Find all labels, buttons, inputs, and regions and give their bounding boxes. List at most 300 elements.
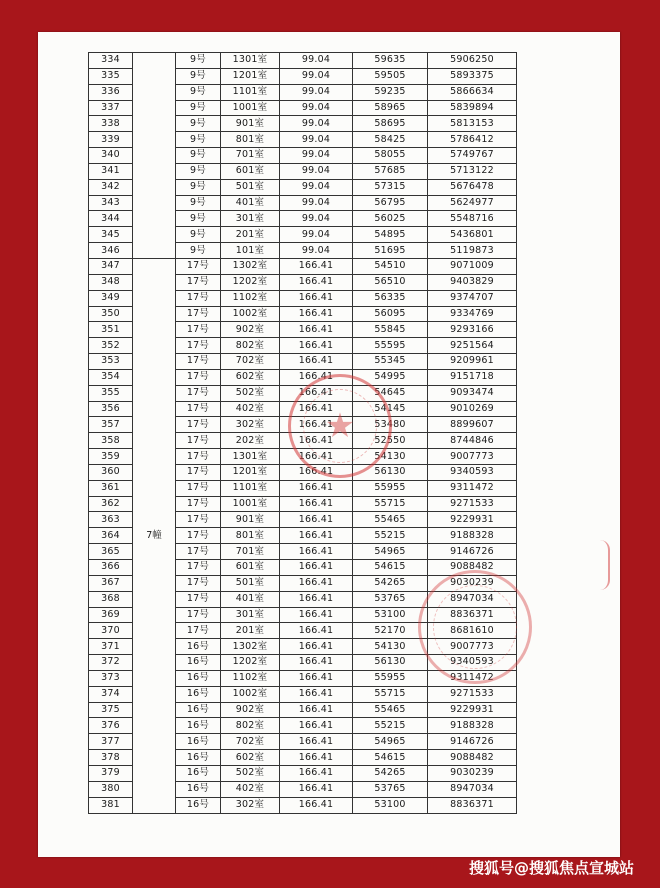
area: 99.04 [280, 163, 353, 179]
unit-price: 56510 [353, 274, 428, 290]
room-number: 501室 [221, 179, 280, 195]
area: 166.41 [280, 765, 353, 781]
unit-number: 17号 [176, 544, 221, 560]
total-price: 9151718 [428, 369, 517, 385]
building-cell-blank [133, 53, 176, 69]
row-number: 350 [89, 306, 133, 322]
area: 166.41 [280, 702, 353, 718]
unit-price: 59505 [353, 68, 428, 84]
unit-price: 54130 [353, 639, 428, 655]
room-number: 401室 [221, 591, 280, 607]
room-number: 802室 [221, 718, 280, 734]
table-row [89, 163, 517, 179]
unit-price: 58055 [353, 148, 428, 164]
unit-number: 17号 [176, 591, 221, 607]
row-number: 351 [89, 322, 133, 338]
total-price: 5749767 [428, 148, 517, 164]
row-number: 368 [89, 591, 133, 607]
unit-number: 17号 [176, 401, 221, 417]
unit-number: 9号 [176, 163, 221, 179]
unit-number: 16号 [176, 797, 221, 813]
unit-price: 55955 [353, 480, 428, 496]
unit-number: 9号 [176, 243, 221, 259]
row-number: 346 [89, 243, 133, 259]
row-number: 353 [89, 354, 133, 370]
unit-price: 56795 [353, 195, 428, 211]
room-number: 1302室 [221, 639, 280, 655]
row-number: 342 [89, 179, 133, 195]
total-price: 9007773 [428, 639, 517, 655]
unit-number: 9号 [176, 211, 221, 227]
document-page [38, 32, 620, 857]
total-price: 9374707 [428, 290, 517, 306]
unit-number: 9号 [176, 148, 221, 164]
row-number: 343 [89, 195, 133, 211]
unit-price: 54265 [353, 765, 428, 781]
total-price: 8836371 [428, 607, 517, 623]
area: 166.41 [280, 306, 353, 322]
unit-price: 55715 [353, 496, 428, 512]
table-row [89, 243, 517, 259]
unit-price: 53765 [353, 591, 428, 607]
unit-price: 54510 [353, 258, 428, 274]
room-number: 902室 [221, 702, 280, 718]
table-row [89, 100, 517, 116]
row-number: 365 [89, 544, 133, 560]
room-number: 801室 [221, 132, 280, 148]
row-number: 371 [89, 639, 133, 655]
area: 99.04 [280, 84, 353, 100]
unit-number: 16号 [176, 765, 221, 781]
room-number: 1301室 [221, 53, 280, 69]
area: 99.04 [280, 227, 353, 243]
unit-number: 16号 [176, 639, 221, 655]
area: 99.04 [280, 195, 353, 211]
room-number: 601室 [221, 163, 280, 179]
row-number: 364 [89, 528, 133, 544]
row-number: 345 [89, 227, 133, 243]
row-number: 334 [89, 53, 133, 69]
building-cell-blank [133, 116, 176, 132]
room-number: 402室 [221, 401, 280, 417]
building-cell-blank [133, 179, 176, 195]
unit-price: 56095 [353, 306, 428, 322]
unit-number: 17号 [176, 528, 221, 544]
total-price: 8947034 [428, 591, 517, 607]
row-number: 370 [89, 623, 133, 639]
unit-number: 17号 [176, 417, 221, 433]
total-price: 9146726 [428, 544, 517, 560]
area: 99.04 [280, 132, 353, 148]
unit-price: 56130 [353, 655, 428, 671]
room-number: 502室 [221, 385, 280, 401]
area: 99.04 [280, 100, 353, 116]
unit-number: 17号 [176, 607, 221, 623]
unit-number: 17号 [176, 290, 221, 306]
room-number: 402室 [221, 781, 280, 797]
building-cell-blank [133, 195, 176, 211]
room-number: 302室 [221, 797, 280, 813]
unit-number: 16号 [176, 750, 221, 766]
room-number: 301室 [221, 607, 280, 623]
unit-number: 17号 [176, 623, 221, 639]
table-row [89, 116, 517, 132]
total-price: 9403829 [428, 274, 517, 290]
unit-price: 54995 [353, 369, 428, 385]
unit-price: 55955 [353, 670, 428, 686]
unit-price: 58965 [353, 100, 428, 116]
unit-price: 55215 [353, 718, 428, 734]
row-number: 378 [89, 750, 133, 766]
room-number: 802室 [221, 338, 280, 354]
row-number: 355 [89, 385, 133, 401]
room-number: 1001室 [221, 100, 280, 116]
unit-price: 52550 [353, 433, 428, 449]
table-row [89, 148, 517, 164]
room-number: 502室 [221, 765, 280, 781]
area: 166.41 [280, 338, 353, 354]
area: 166.41 [280, 401, 353, 417]
area: 99.04 [280, 179, 353, 195]
total-price: 9251564 [428, 338, 517, 354]
total-price: 5119873 [428, 243, 517, 259]
table-row [89, 227, 517, 243]
room-number: 101室 [221, 243, 280, 259]
area: 166.41 [280, 718, 353, 734]
row-number: 347 [89, 258, 133, 274]
room-number: 301室 [221, 211, 280, 227]
room-number: 302室 [221, 417, 280, 433]
unit-price: 55715 [353, 686, 428, 702]
table-row [89, 179, 517, 195]
unit-number: 17号 [176, 433, 221, 449]
unit-price: 54615 [353, 560, 428, 576]
price-table [88, 52, 517, 814]
unit-number: 17号 [176, 449, 221, 465]
row-number: 354 [89, 369, 133, 385]
area: 166.41 [280, 639, 353, 655]
building-cell-blank [133, 243, 176, 259]
unit-price: 56335 [353, 290, 428, 306]
area: 166.41 [280, 607, 353, 623]
total-price: 8947034 [428, 781, 517, 797]
area: 166.41 [280, 560, 353, 576]
room-number: 1102室 [221, 670, 280, 686]
room-number: 201室 [221, 623, 280, 639]
unit-number: 16号 [176, 734, 221, 750]
row-number: 362 [89, 496, 133, 512]
table-row [89, 53, 517, 69]
row-number: 352 [89, 338, 133, 354]
total-price: 8836371 [428, 797, 517, 813]
room-number: 1301室 [221, 449, 280, 465]
unit-number: 9号 [176, 68, 221, 84]
total-price: 9209961 [428, 354, 517, 370]
row-number: 341 [89, 163, 133, 179]
unit-price: 54645 [353, 385, 428, 401]
unit-number: 9号 [176, 132, 221, 148]
total-price: 5866634 [428, 84, 517, 100]
area: 166.41 [280, 354, 353, 370]
unit-price: 54895 [353, 227, 428, 243]
area: 166.41 [280, 433, 353, 449]
building-cell-blank [133, 227, 176, 243]
total-price: 5813153 [428, 116, 517, 132]
row-number: 339 [89, 132, 133, 148]
area: 166.41 [280, 670, 353, 686]
room-number: 701室 [221, 544, 280, 560]
unit-number: 9号 [176, 84, 221, 100]
row-number: 367 [89, 575, 133, 591]
watermark-text: 搜狐号@搜狐焦点宣城站 [468, 859, 634, 877]
unit-number: 16号 [176, 781, 221, 797]
table-row [89, 211, 517, 227]
room-number: 1302室 [221, 258, 280, 274]
row-number: 337 [89, 100, 133, 116]
room-number: 602室 [221, 750, 280, 766]
building-cell-blank [133, 211, 176, 227]
total-price: 9340593 [428, 655, 517, 671]
total-price: 9071009 [428, 258, 517, 274]
room-number: 701室 [221, 148, 280, 164]
area: 166.41 [280, 528, 353, 544]
area: 166.41 [280, 544, 353, 560]
total-price: 5906250 [428, 53, 517, 69]
total-price: 9311472 [428, 670, 517, 686]
row-number: 361 [89, 480, 133, 496]
total-price: 9188328 [428, 718, 517, 734]
total-price: 8681610 [428, 623, 517, 639]
unit-price: 55845 [353, 322, 428, 338]
room-number: 801室 [221, 528, 280, 544]
room-number: 901室 [221, 116, 280, 132]
unit-price: 54965 [353, 734, 428, 750]
total-price: 9188328 [428, 528, 517, 544]
area: 166.41 [280, 385, 353, 401]
row-number: 374 [89, 686, 133, 702]
total-price: 9271533 [428, 496, 517, 512]
row-number: 372 [89, 655, 133, 671]
unit-price: 54145 [353, 401, 428, 417]
total-price: 5548716 [428, 211, 517, 227]
building-cell-blank [133, 132, 176, 148]
building-cell-blank [133, 163, 176, 179]
unit-price: 53100 [353, 607, 428, 623]
total-price: 5839894 [428, 100, 517, 116]
total-price: 5713122 [428, 163, 517, 179]
building-cell-blank [133, 84, 176, 100]
row-number: 373 [89, 670, 133, 686]
table-row [89, 84, 517, 100]
room-number: 1101室 [221, 84, 280, 100]
area: 99.04 [280, 116, 353, 132]
unit-price: 54965 [353, 544, 428, 560]
unit-number: 17号 [176, 354, 221, 370]
unit-number: 17号 [176, 306, 221, 322]
unit-price: 57315 [353, 179, 428, 195]
total-price: 8744846 [428, 433, 517, 449]
area: 166.41 [280, 274, 353, 290]
unit-price: 55465 [353, 512, 428, 528]
area: 166.41 [280, 591, 353, 607]
building-cell-blank [133, 68, 176, 84]
unit-price: 56130 [353, 464, 428, 480]
area: 166.41 [280, 290, 353, 306]
total-price: 9030239 [428, 575, 517, 591]
unit-price: 59235 [353, 84, 428, 100]
total-price: 9093474 [428, 385, 517, 401]
unit-number: 17号 [176, 274, 221, 290]
area: 166.41 [280, 496, 353, 512]
row-number: 375 [89, 702, 133, 718]
unit-price: 55215 [353, 528, 428, 544]
total-price: 9311472 [428, 480, 517, 496]
area: 166.41 [280, 464, 353, 480]
unit-number: 17号 [176, 258, 221, 274]
unit-price: 54130 [353, 449, 428, 465]
unit-price: 54615 [353, 750, 428, 766]
area: 99.04 [280, 53, 353, 69]
room-number: 401室 [221, 195, 280, 211]
room-number: 1001室 [221, 496, 280, 512]
unit-number: 17号 [176, 464, 221, 480]
area: 166.41 [280, 480, 353, 496]
area: 166.41 [280, 734, 353, 750]
room-number: 1002室 [221, 306, 280, 322]
area: 166.41 [280, 322, 353, 338]
total-price: 5893375 [428, 68, 517, 84]
total-price: 5786412 [428, 132, 517, 148]
unit-number: 9号 [176, 195, 221, 211]
unit-number: 9号 [176, 53, 221, 69]
room-number: 702室 [221, 734, 280, 750]
unit-number: 17号 [176, 338, 221, 354]
unit-price: 53480 [353, 417, 428, 433]
unit-number: 16号 [176, 686, 221, 702]
unit-number: 9号 [176, 100, 221, 116]
room-number: 201室 [221, 227, 280, 243]
area: 166.41 [280, 797, 353, 813]
area: 99.04 [280, 68, 353, 84]
row-number: 348 [89, 274, 133, 290]
row-number: 357 [89, 417, 133, 433]
total-price: 9229931 [428, 512, 517, 528]
area: 166.41 [280, 686, 353, 702]
row-number: 381 [89, 797, 133, 813]
area: 166.41 [280, 575, 353, 591]
row-number: 344 [89, 211, 133, 227]
unit-price: 58695 [353, 116, 428, 132]
total-price: 5436801 [428, 227, 517, 243]
total-price: 9340593 [428, 464, 517, 480]
area: 99.04 [280, 148, 353, 164]
row-number: 380 [89, 781, 133, 797]
total-price: 9007773 [428, 449, 517, 465]
unit-number: 17号 [176, 512, 221, 528]
total-price: 5676478 [428, 179, 517, 195]
total-price: 9271533 [428, 686, 517, 702]
row-number: 358 [89, 433, 133, 449]
unit-price: 58425 [353, 132, 428, 148]
unit-price: 55345 [353, 354, 428, 370]
building-label: 7幢 [133, 258, 176, 813]
row-number: 376 [89, 718, 133, 734]
unit-number: 17号 [176, 480, 221, 496]
unit-number: 9号 [176, 116, 221, 132]
unit-price: 53765 [353, 781, 428, 797]
table-row [89, 258, 517, 274]
unit-number: 16号 [176, 670, 221, 686]
total-price: 9030239 [428, 765, 517, 781]
unit-number: 17号 [176, 369, 221, 385]
unit-number: 16号 [176, 702, 221, 718]
unit-number: 9号 [176, 179, 221, 195]
unit-price: 55465 [353, 702, 428, 718]
area: 166.41 [280, 258, 353, 274]
table-row [89, 195, 517, 211]
row-number: 377 [89, 734, 133, 750]
row-number: 379 [89, 765, 133, 781]
area: 166.41 [280, 512, 353, 528]
unit-price: 57685 [353, 163, 428, 179]
total-price: 8899607 [428, 417, 517, 433]
area: 99.04 [280, 243, 353, 259]
room-number: 1202室 [221, 274, 280, 290]
unit-price: 52170 [353, 623, 428, 639]
unit-price: 56025 [353, 211, 428, 227]
room-number: 501室 [221, 575, 280, 591]
row-number: 340 [89, 148, 133, 164]
room-number: 1102室 [221, 290, 280, 306]
area: 166.41 [280, 417, 353, 433]
unit-number: 9号 [176, 227, 221, 243]
unit-price: 59635 [353, 53, 428, 69]
area: 166.41 [280, 655, 353, 671]
total-price: 9229931 [428, 702, 517, 718]
total-price: 9088482 [428, 750, 517, 766]
row-number: 360 [89, 464, 133, 480]
total-price: 9146726 [428, 734, 517, 750]
unit-number: 17号 [176, 560, 221, 576]
unit-price: 51695 [353, 243, 428, 259]
row-number: 356 [89, 401, 133, 417]
unit-number: 17号 [176, 385, 221, 401]
total-price: 9293166 [428, 322, 517, 338]
row-number: 349 [89, 290, 133, 306]
room-number: 1201室 [221, 68, 280, 84]
room-number: 1201室 [221, 464, 280, 480]
row-number: 366 [89, 560, 133, 576]
total-price: 5624977 [428, 195, 517, 211]
area: 166.41 [280, 623, 353, 639]
area: 166.41 [280, 750, 353, 766]
building-cell-blank [133, 148, 176, 164]
building-cell-blank [133, 100, 176, 116]
unit-price: 55595 [353, 338, 428, 354]
total-price: 9334769 [428, 306, 517, 322]
unit-number: 17号 [176, 322, 221, 338]
total-price: 9010269 [428, 401, 517, 417]
area: 166.41 [280, 781, 353, 797]
unit-price: 54265 [353, 575, 428, 591]
official-seal-stamp: ★ [288, 374, 392, 478]
area: 99.04 [280, 211, 353, 227]
unit-number: 16号 [176, 655, 221, 671]
unit-number: 17号 [176, 575, 221, 591]
row-number: 338 [89, 116, 133, 132]
total-price: 9088482 [428, 560, 517, 576]
unit-number: 16号 [176, 718, 221, 734]
